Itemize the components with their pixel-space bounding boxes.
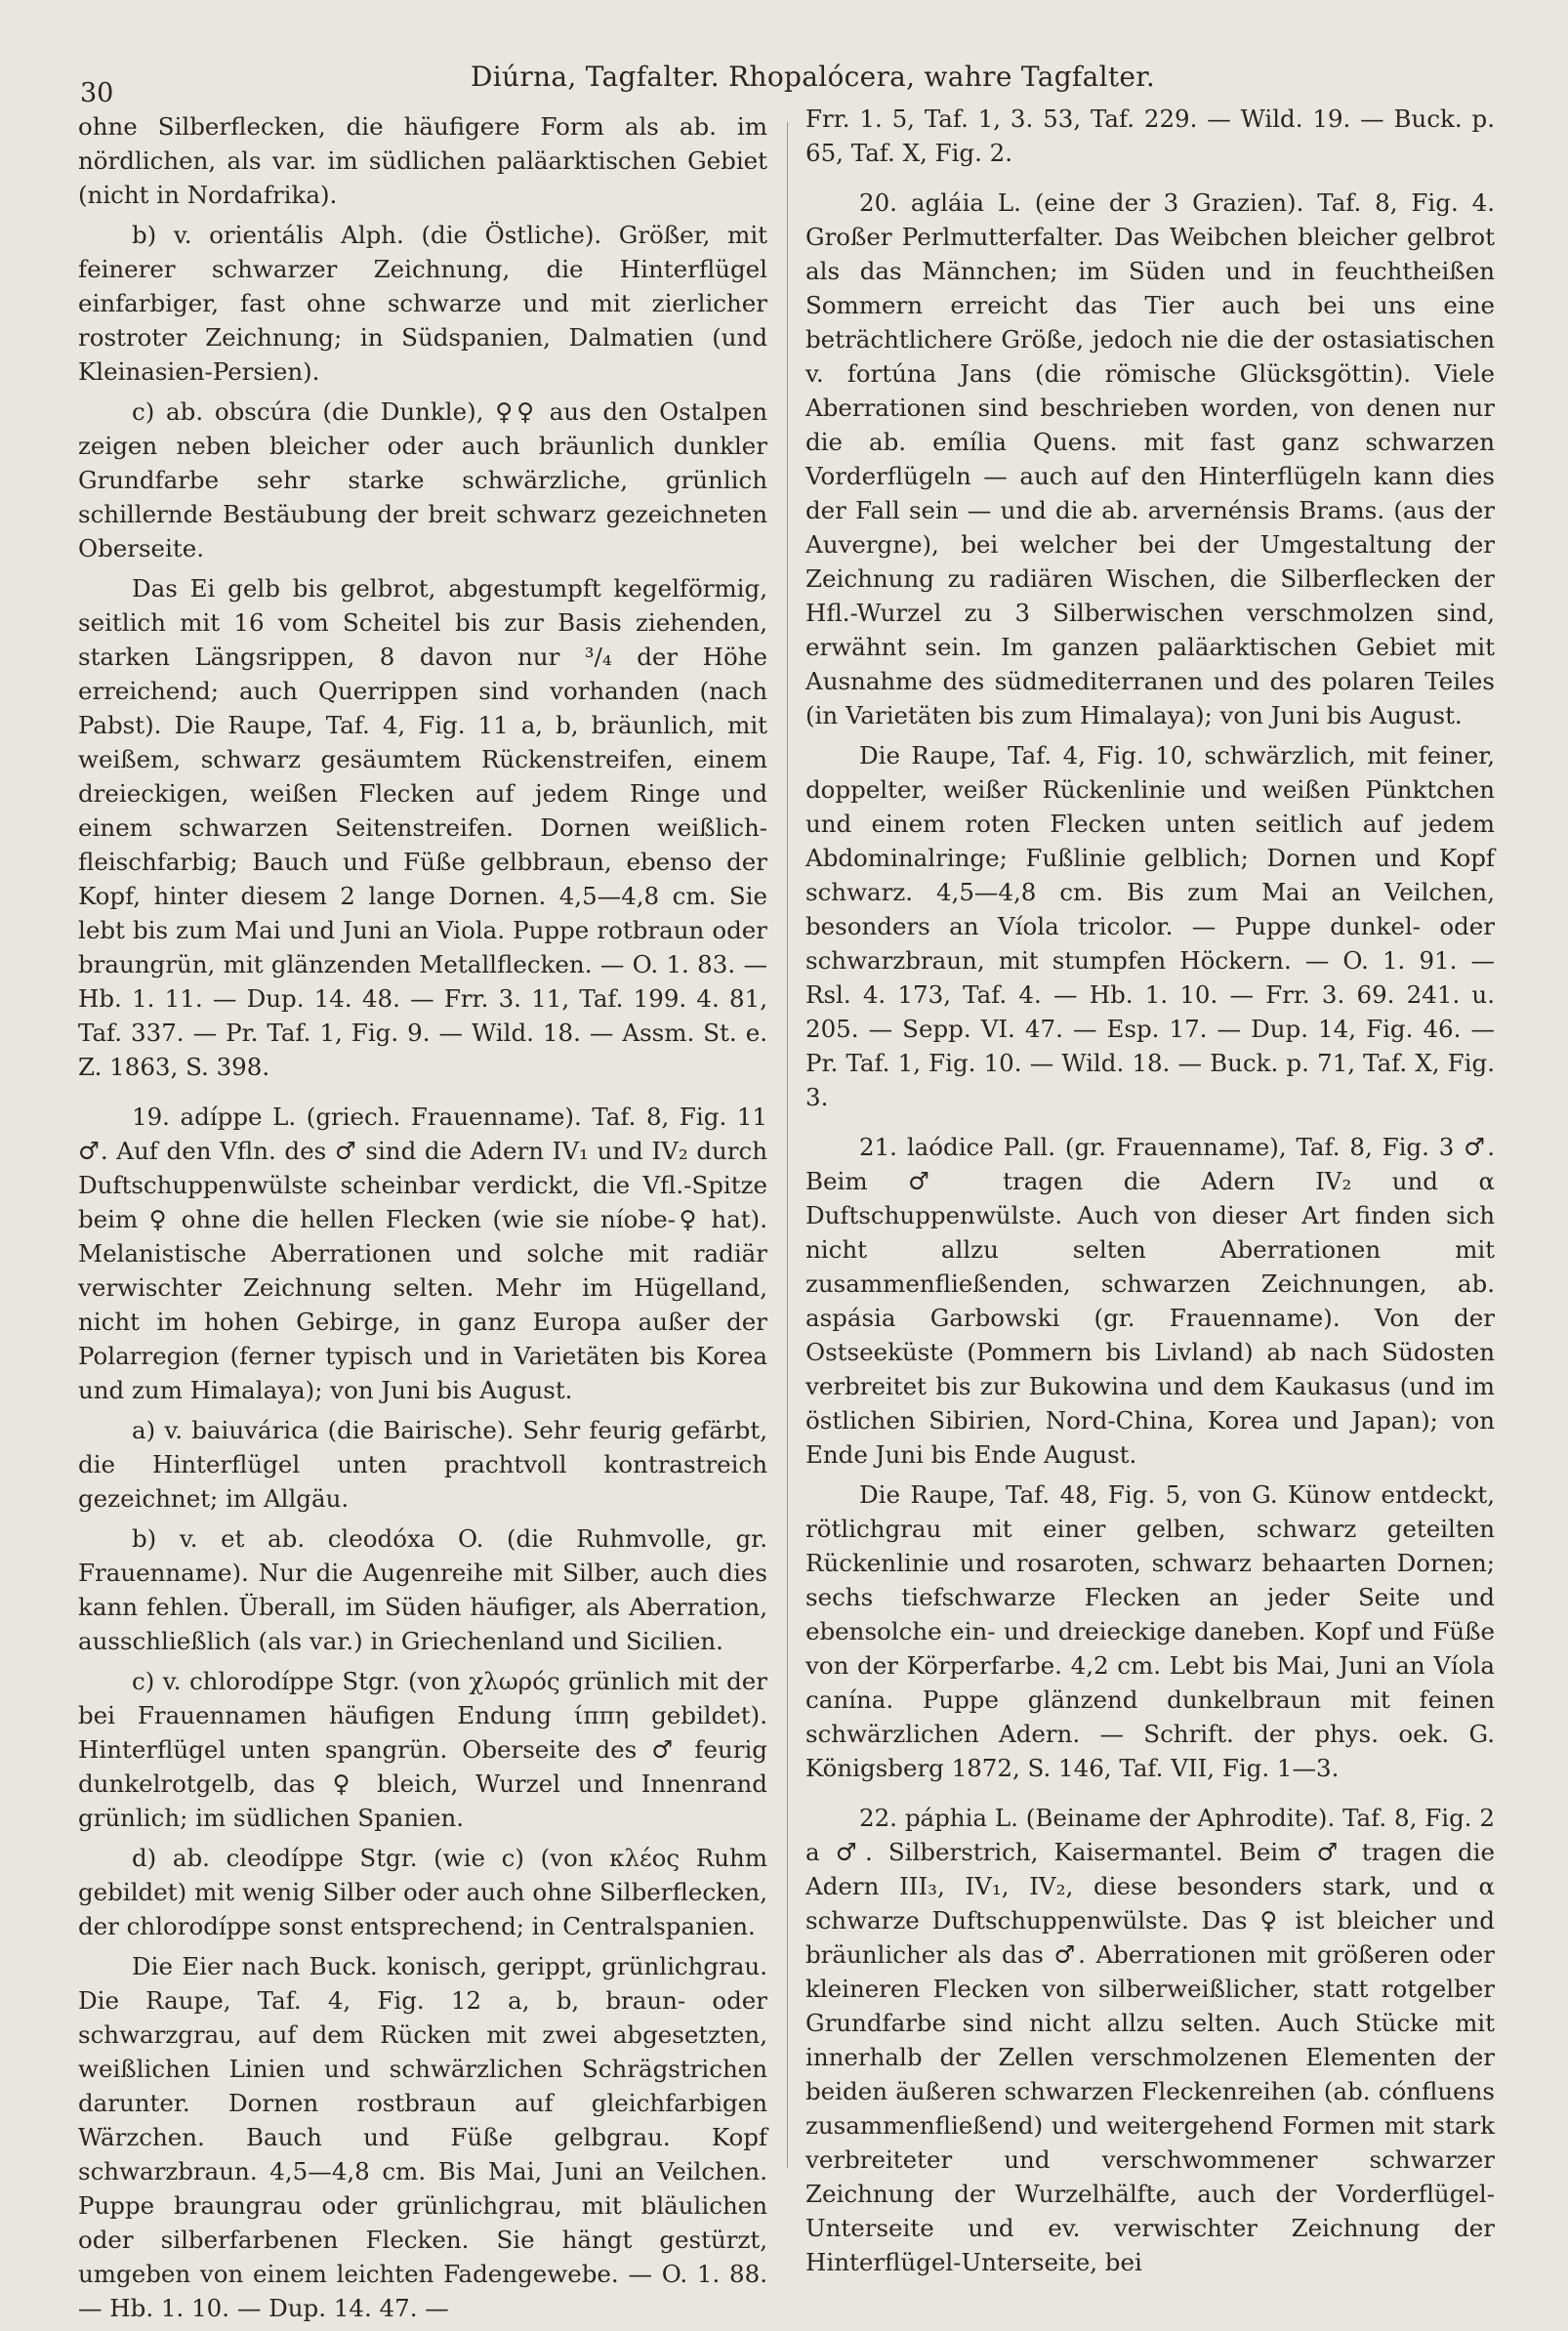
species-entry-adippe: 19. adíppe L. (griech. Frauenname). Taf. 8, Fig. 11 ♂. Auf den Vfln. des ♂ sind die Adern IV₁ und IV₂ durch Duftschuppenwülste scheinbar verdickt, die Vfl.-Spitze beim ♀ ohne die hellen Flecken (wie sie níobe-♀ hat). Melanistische Aberrationen und solche mit radiär verwischter Zeichnung selten. Mehr im Hügelland, nicht im hohen Gebirge, in ganz Europa außer der Polarregion (ferner typisch und in Varietäten bis Korea und zum Himalaya); von Juni bis August. bbox=[78, 1103, 767, 1404]
species-entry-paphia: 22. páphia L. (Beiname der Aphrodite). Taf. 8, Fig. 2 a ♂. Silberstrich, Kaisermantel. Beim ♂ tragen die Adern III₃, IV₁, IV₂, diese besonders stark, und α schwarze Duftschuppenwülste. Das ♀ ist bleicher und bräunlicher als das ♂. Aberrationen mit größeren oder kleineren Flecken von silberweißlicher, statt rotgelber Grundfarbe sind nicht allzu selten. Auch Stücke mit innerhalb der Zellen verschmolzenen Elementen der beiden äußeren schwarzen Fleckenreihen (ab. cónfluens zusammenfließend) und weitergehend Formen mit stark verbreiteter und verschwommener schwarzer Zeichnung der Wurzelhälfte, auch der Vorderflügel-Unterseite und ev. verwischter Zeichnung der Hinterflügel-Unterseite, bei bbox=[805, 1804, 1495, 2276]
paragraph: ohne Silberflecken, die häufigere Form als ab. im nördlichen, als var. im südlichen paläarktischen Gebiet (nicht in Nordafrika). bbox=[78, 112, 767, 209]
species-entry-aglaia: 20. agláia L. (eine der 3 Grazien). Taf. 8, Fig. 4. Großer Perlmutterfalter. Das Weibchen bleicher gelbrot als das Männchen; im Süden und in feuchtheißen Sommern erreicht das Tier auch bei uns eine beträchtlichere Größe, jedoch nie die der ostasiatischen v. fortúna Jans (die römische Glücksgöttin). Viele Aberrationen sind beschrieben worden, von denen nur die ab. emília Quens. mit fast ganz schwarzen Vorderflügeln — auch auf den Hinterflügeln kann dies der Fall sein — und die ab. arvernénsis Brams. (aus der Auvergne), bei welcher bei der Umgestaltung der Zeichnung zu radiären Wischen, die Silberflecken der Hfl.-Wurzel zu 3 Silberwischen verschmolzen sind, erwähnt sein. Im ganzen paläarktischen Gebiet mit Ausnahme des südmediterranen und des polaren Teiles (in Varietäten bis zum Himalaya); von Juni bis August. bbox=[805, 188, 1495, 729]
left-column bbox=[78, 109, 767, 2331]
species-entry-laodice: 21. laódice Pall. (gr. Frauenname), Taf. 8, Fig. 3 ♂. Beim ♂ tragen die Adern IV₂ und α Duftschuppenwülste. Auch von dieser Art finden sich nicht allzu selten Aberrationen mit zusammenfließenden, schwarzen Zeichnungen, ab. aspásia Garbowski (gr. Frauenname). Von der Ostseeküste (Pommern bis Livland) ab nach Südosten verbreitet bis zur Bukowina und dem Kaukasus (und im östlichen Sibirien, Nord-China, Korea und Japan); von Ende Juni bis Ende August. bbox=[805, 1133, 1495, 1469]
page-number: 30 bbox=[80, 78, 114, 108]
paragraph: Die Eier nach Buck. konisch, gerippt, grünlichgrau. Die Raupe, Taf. 4, Fig. 12 a, b, braun- oder schwarzgrau, auf dem Rücken mit zwei abgesetzten, weißlichen Linien und schwärzlichen Schrägstrichen darunter. Dornen rostbraun auf gleichfarbigen Wärzchen. Bauch und Füße gelbgrau. Kopf schwarzbraun. 4,5—4,8 cm. Bis Mai, Juni an Veilchen. Puppe braungrau oder grünlichgrau, mit bläulichen oder silberfarbenen Flecken. Sie hängt gestürzt, umgeben von einem leichten Fadengewebe. — O. 1. 88. — Hb. 1. 10. — Dup. 14. 47. — bbox=[78, 1952, 767, 2322]
paragraph: d) ab. cleodíppe Stgr. (wie c) (von κλέος Ruhm gebildet) mit wenig Silber oder auch ohne Silberflecken, der chlorodíppe sonst entsprechend; in Centralspanien. bbox=[78, 1844, 767, 1940]
paragraph: c) ab. obscúra (die Dunkle), ♀♀ aus den Ostalpen zeigen neben bleicher oder auch bräunlich dunkler Grundfarbe sehr starke schwärzliche, grünlich schillernde Bestäubung der breit schwarz gezeichneten Oberseite. bbox=[78, 397, 767, 562]
paragraph: Die Raupe, Taf. 4, Fig. 10, schwärzlich, mit feiner, doppelter, weißer Rückenlinie und weißen Pünktchen und einem roten Flecken unten seitlich auf jedem Abdominalringe; Fußlinie gelblich; Dornen und Kopf schwarz. 4,5—4,8 cm. Bis zum Mai an Veilchen, besonders an Víola tricolor. — Puppe dunkel- oder schwarzbraun, mit stumpfen Höckern. — O. 1. 91. — Rsl. 4. 173, Taf. 4. — Hb. 1. 10. — Frr. 3. 69. 241. u. 205. — Sepp. VI. 47. — Esp. 17. — Dup. 14, Fig. 46. — Pr. Taf. 1, Fig. 10. — Wild. 18. — Buck. p. 71, Taf. X, Fig. 3. bbox=[805, 741, 1495, 1111]
paragraph: Frr. 1. 5, Taf. 1, 3. 53, Taf. 229. — Wild. 19. — Buck. p. 65, Taf. X, Fig. 2. bbox=[805, 104, 1495, 167]
paragraph: b) v. et ab. cleodóxa O. (die Ruhmvolle, gr. Frauenname). Nur die Augenreihe mit Silber, auch dies kann fehlen. Überall, im Süden häufiger, als Aberration, ausschließlich (als var.) in Griechenland und Sicilien. bbox=[78, 1524, 767, 1655]
right-column bbox=[805, 102, 1495, 2285]
paragraph: c) v. chlorodíppe Stgr. (von χλωρός grünlich mit der bei Frauennamen häufigen Endung ίππη gebildet). Hinterflügel unten spangrün. Oberseite des ♂ feurig dunkelrotgelb, das ♀ bleich, Wurzel und Innenrand grünlich; im südlichen Spanien. bbox=[78, 1667, 767, 1832]
running-title: Diúrna, Tagfalter. Rhopalócera, wahre Tagfalter. bbox=[471, 61, 1156, 93]
column-divider bbox=[787, 122, 788, 2168]
paragraph: Das Ei gelb bis gelbrot, abgestumpft kegelförmig, seitlich mit 16 vom Scheitel bis zur Basis ziehenden, starken Längsrippen, 8 davon nur ³/₄ der Höhe erreichend; auch Querrippen sind vorhanden (nach Pabst). Die Raupe, Taf. 4, Fig. 11 a, b, bräunlich, mit weißem, schwarz gesäumtem Rückenstreifen, einem dreieckigen, weißen Flecken auf jedem Ringe und einem schwarzen Seitenstreifen. Dornen weißlich-fleischfarbig; Bauch und Füße gelbbraun, ebenso der Kopf, hinter diesem 2 lange Dornen. 4,5—4,8 cm. Sie lebt bis zum Mai und Juni an Viola. Puppe rotbraun oder braungrün, mit glänzenden Metallflecken. — O. 1. 83. — Hb. 1. 11. — Dup. 14. 48. — Frr. 3. 11, Taf. 199. 4. 81, Taf. 337. — Pr. Taf. 1, Fig. 9. — Wild. 18. — Assm. St. e. Z. 1863, S. 398. bbox=[78, 574, 767, 1081]
paragraph: a) v. baiuvárica (die Bairische). Sehr feurig gefärbt, die Hinterflügel unten prachtvoll kontrastreich gezeichnet; im Allgäu. bbox=[78, 1416, 767, 1513]
paragraph: Die Raupe, Taf. 48, Fig. 5, von G. Künow entdeckt, rötlichgrau mit einer gelben, schwarz geteilten Rückenlinie und rosaroten, schwarz behaarten Dornen; sechs tiefschwarze Flecken an jeder Seite und ebensolche ein- und dreieckige daneben. Kopf und Füße von der Körperfarbe. 4,2 cm. Lebt bis Mai, Juni an Víola canína. Puppe glänzend dunkelbraun mit feinen schwärzlichen Adern. — Schrift. der phys. oek. G. Königsberg 1872, S. 146, Taf. VII, Fig. 1—3. bbox=[805, 1480, 1495, 1782]
paragraph: b) v. orientális Alph. (die Östliche). Größer, mit feinerer schwarzer Zeichnung, die Hinterflügel einfarbiger, fast ohne schwarze und mit zierlicher rostroter Zeichnung; in Südspanien, Dalmatien (und Kleinasien-Persien). bbox=[78, 221, 767, 386]
